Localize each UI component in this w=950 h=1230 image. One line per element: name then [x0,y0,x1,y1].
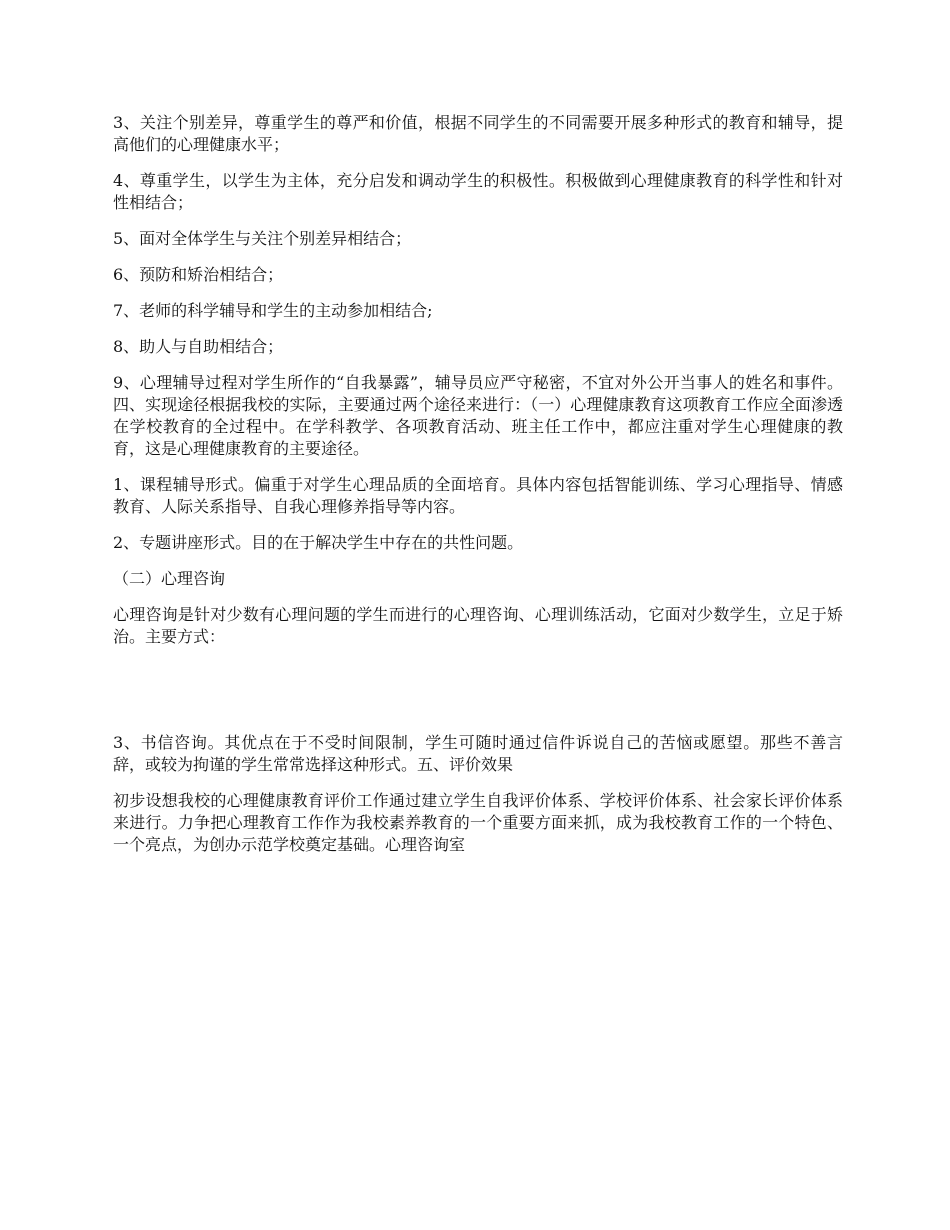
section-heading-counseling: （二）心理咨询 [113,569,226,588]
blank-gap [113,662,843,732]
paragraph-item-5: 5、面对全体学生与关注个别差异相结合； [113,229,412,248]
paragraph-item-4: 4、尊重学生，以学生为主体，充分启发和调动学生的积极性。积极做到心理健康教育的科学性和针对性相结合； [113,171,843,212]
paragraph-counseling-intro: 心理咨询是针对少数有心理问题的学生而进行的心理咨询、心理训练活动，它面对少数学生，立足于矫治。主要方式： [113,605,843,646]
paragraph-letter-counseling: 3、书信咨询。其优点在于不受时间限制，学生可随时通过信件诉说自己的苦恼或愿望。那些不善言辞，或较为拘谨的学生常常选择这种形式。五、评价效果 [113,733,843,774]
paragraph-evaluation: 初步设想我校的心理健康教育评价工作通过建立学生自我评价体系、学校评价体系、社会家长评价体系来进行。力争把心理教育工作作为我校素养教育的一个重要方面来抓，成为我校教育工作的一个特色、一个亮点，为创办示范学校奠定基础。心理咨询室 [113,791,843,854]
paragraph-item-3: 3、关注个别差异，尊重学生的尊严和价值，根据不同学生的不同需要开展多种形式的教育和辅导，提高他们的心理健康水平； [113,113,843,154]
paragraph-course-guidance: 1、课程辅导形式。偏重于对学生心理品质的全面培育。具体内容包括智能训练、学习心理指导、情感教育、人际关系指导、自我心理修养指导等内容。 [113,475,843,516]
paragraph-lecture: 2、专题讲座形式。目的在于解决学生中存在的共性问题。 [113,533,524,552]
document-page [113,112,843,870]
paragraph-item-6: 6、预防和矫治相结合； [113,265,284,284]
paragraph-item-9: 9、心理辅导过程对学生所作的“自我暴露”，辅导员应严守秘密，不宜对外公开当事人的姓名和事件。四、实现途径根据我校的实际，主要通过两个途径来进行：（一）心理健康教育这项教育工作应全面渗透在学校教育的全过程中。在学科教学、各项教育活动、班主任工作中，都应注重对学生心理健康的教育，这是心理健康教育的主要途径。 [113,373,843,458]
paragraph-item-8: 8、助人与自助相结合； [113,337,284,356]
paragraph-item-7: 7、老师的科学辅导和学生的主动参加相结合; [113,301,433,320]
